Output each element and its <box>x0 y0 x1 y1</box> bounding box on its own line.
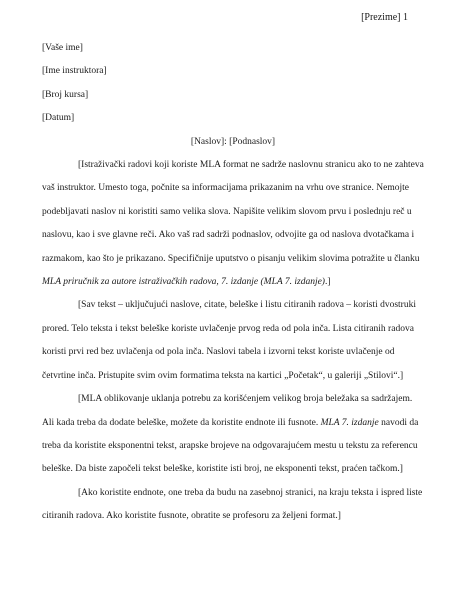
paragraph-text: [Sav tekst – uključujući naslove, citate, beleške i listu citiranih radova – koristi dvostruki prored. Telo teksta i tekst beleške koriste uvlačenje prvog reda od pola inča. Lista citiranih radova koristi prvi red bez uvlačenja od pola inča. Naslovi tabela i izvorni tekst koriste uvlačenje od četvrtine inča. Pristupite svim ovim formatima teksta na kartici „Početak“, u galeriji „Stilovi“.] <box>42 300 416 381</box>
instructor-name-line: [Ime instruktora] <box>42 66 107 77</box>
author-name-line: [Vaše ime] <box>42 43 83 53</box>
document-body <box>42 37 424 529</box>
body-paragraph-1 <box>42 154 424 294</box>
paragraph-text: [Ako koristite endnote, one treba da budu na zasebnoj stranici, na kraju teksta i ispred liste citiranih radova. Ako koristite fusnote, obratite se profesoru za željeni format.] <box>42 487 423 522</box>
paragraph-text: .] <box>324 277 331 288</box>
paragraph-text: [Istraživački radovi koji koriste MLA format ne sadrže naslovnu stranicu ako to ne zahteva vaš instruktor. Umesto toga, počnite sa informacijama prikazanim na vrhu ove stranice. Nemojte podebljavati naslov ni koristiti samo velika slova. Napišite velikim slovom prvu i poslednju reč u naslovu, kao i sve glavne reči. Ako vaš rad sadrži podnaslov, odvojite ga od naslova dvotačkama i razmakom, kao što je prikazano. Specifičnije uputstvo o pisanju velikim slovima potražite u članku <box>42 160 424 264</box>
course-number-line: [Broj kursa] <box>42 89 89 100</box>
paper-title: [Naslov]: [Podnaslov] <box>190 136 276 147</box>
italic-citation: MLA 7. izdanje <box>320 417 379 428</box>
italic-citation: MLA priručnik za autore istraživačkih radova, 7. izdanje (MLA 7. izdanje) <box>42 277 325 288</box>
body-paragraph-4 <box>42 482 424 529</box>
paragraph-text: navodi da treba da koristite eksponentni tekst, arapske brojeve na odgovarajućem mestu u tekstu za referencu beleške. Da biste započeli tekst beleške, koristite isti broj, ne eksponenti tekst, praćen tačkom.] <box>42 417 419 475</box>
body-paragraph-2 <box>42 294 424 388</box>
paragraph-text: [MLA oblikovanje uklanja potrebu za korišćenjem velikog broja beležaka sa sadržajem. Ali kada treba da dodate beleške, možete da koristite endnote ili fusnote. <box>42 394 413 428</box>
date-line: [Datum] <box>42 113 75 124</box>
running-head: [Prezime] 1 <box>361 12 408 23</box>
body-paragraph-3 <box>42 388 424 482</box>
